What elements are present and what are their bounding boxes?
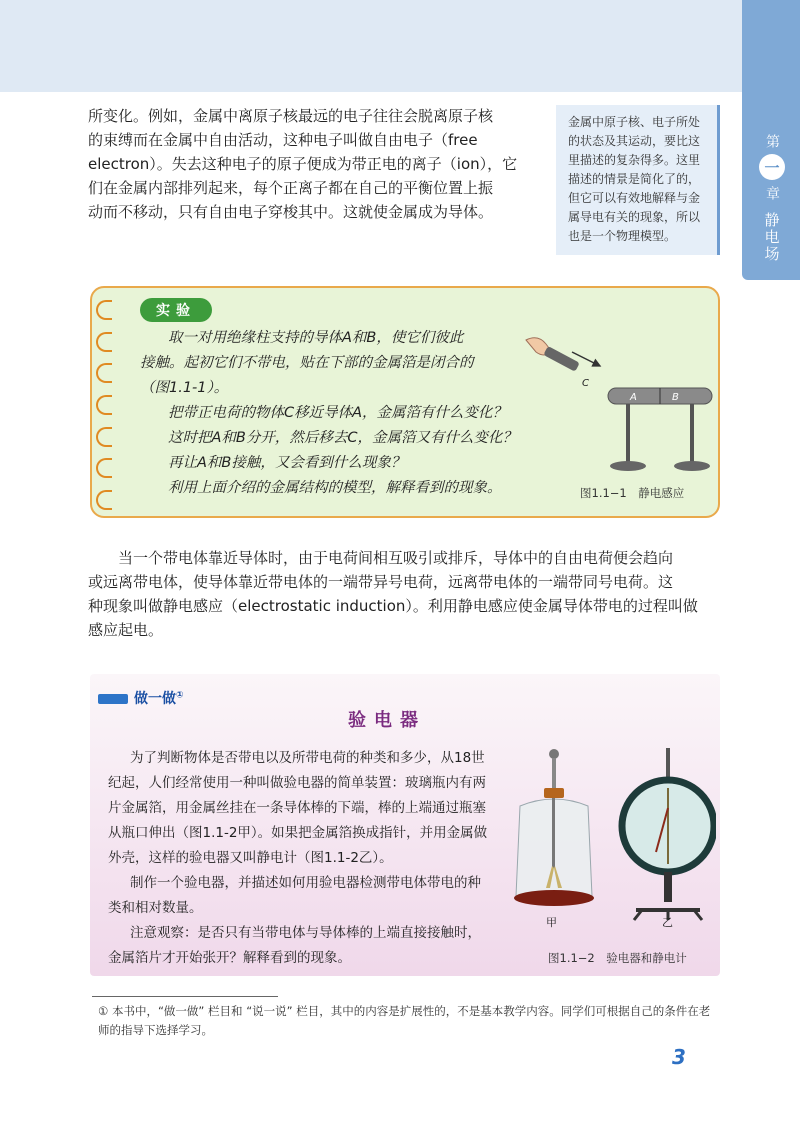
doit-line: 从瓶口伸出（图1.1-2甲）。如果把金属箔换成指针，并用金属做 [108, 825, 488, 841]
chapter-suffix: 章 [764, 186, 780, 202]
doit-line: 制作一个验电器，并描述如何用验电器检测带电体带电的种 [130, 875, 481, 891]
label-c: C [582, 378, 589, 389]
doit-label-text: 做一做 [134, 691, 176, 707]
intro-line: 所变化。例如，金属中离原子核最远的电子往往会脱离原子核 [88, 107, 494, 125]
intro-line: electron）。失去这种电子的原子便成为带正电的离子（ion），它 [88, 155, 518, 173]
doit-line: 为了判断物体是否带电以及所带电荷的种类和多少，从18世 [130, 750, 485, 766]
doit-label [134, 688, 184, 708]
label-a: A [630, 392, 637, 403]
induction-paragraph [88, 546, 728, 570]
top-header-band [0, 0, 742, 92]
induction-line: 感应起电。 [88, 621, 164, 639]
experiment-line: 把带正电荷的物体C移近导体A，金属箔有什么变化？ [168, 405, 508, 421]
figure-caption: 图1.1−1 静电感应 [580, 486, 685, 500]
experiment-line: 利用上面介绍的金属结构的模型，解释看到的现象。 [168, 480, 502, 496]
chapter-tab [742, 0, 800, 280]
page-number: 3 [672, 1045, 686, 1069]
doit-label-mark: ① [176, 690, 184, 701]
experiment-line: 接触。起初它们不带电，贴在下部的金属箔是闭合的 [140, 355, 474, 371]
experiment-line: （图1.1-1）。 [140, 380, 229, 396]
footnote-divider [92, 996, 278, 997]
label-jia: 甲 [546, 916, 557, 928]
intro-line: 动而不移动，只有自由电子穿梭其中。这就使金属成为导体。 [88, 203, 494, 221]
induction-line: 或远离带电体，使导体靠近带电体的一端带异号电荷，远离带电体的一端带同号电荷。这 [88, 573, 674, 591]
side-note: 金属中原子核、电子所处的状态及其运动，要比这里描述的复杂得多。这里描述的情景是简化了的，但它可以有效地解释与金属导电有关的现象，所以也是一个物理模型。 [556, 105, 720, 255]
doit-line: 纪起，人们经常使用一种叫做验电器的简单装置：玻璃瓶内有两 [108, 775, 486, 791]
doit-title: 验电器 [348, 710, 426, 731]
chapter-prefix: 第 [764, 134, 780, 150]
experiment-line: 再让A和B接触，又会看到什么现象？ [168, 455, 406, 471]
doit-line: 金属箔片才开始张开？解释看到的现象。 [108, 950, 351, 966]
intro-line: 们在金属内部排列起来，每个正离子都在自己的平衡位置上振 [88, 179, 494, 197]
induction-apparatus-figure [520, 330, 716, 480]
doit-line: 注意观察：是否只有当带电体与导体棒的上端直接接触时， [130, 925, 481, 941]
chapter-title: 静电场 [762, 212, 781, 263]
intro-line: 的束缚而在金属中自由活动，这种电子叫做自由电子（free [88, 131, 478, 149]
label-yi: 乙 [662, 916, 673, 928]
label-b: B [672, 392, 679, 403]
figure-caption: 图1.1−2 验电器和静电计 [548, 951, 687, 965]
chapter-number: 一 [759, 154, 785, 180]
doit-line: 外壳，这样的验电器又叫静电计（图1.1-2乙）。 [108, 850, 393, 866]
arrow-icon [98, 694, 128, 704]
intro-paragraph [88, 104, 528, 224]
induction-line: 种现象叫做静电感应（electrostatic induction）。利用静电感应使金属导体带电的过程叫做 [88, 597, 698, 615]
induction-line: 当一个带电体靠近导体时，由于电荷间相互吸引或排斥，导体中的自由电荷便会趋向 [118, 549, 674, 567]
electroscope-figure [506, 748, 716, 928]
experiment-line: 取一对用绝缘柱支持的导体A和B，使它们彼此 [168, 330, 464, 346]
experiment-label: 实验 [140, 298, 212, 322]
doit-line: 片金属箔，用金属丝挂在一条导体棒的下端，棒的上端通过瓶塞 [108, 800, 486, 816]
footnote: ① 本书中，“做一做” 栏目和 “说一说” 栏目，其中的内容是扩展性的，不是基本教学内容。同学们可根据自己的条件在老师的指导下选择学习。 [98, 1004, 711, 1037]
induction-paragraph-cont [88, 570, 728, 642]
spiral-binding [96, 300, 118, 510]
experiment-line: 这时把A和B分开，然后移去C，金属箔又有什么变化？ [168, 430, 517, 446]
doit-line: 类和相对数量。 [108, 900, 203, 916]
